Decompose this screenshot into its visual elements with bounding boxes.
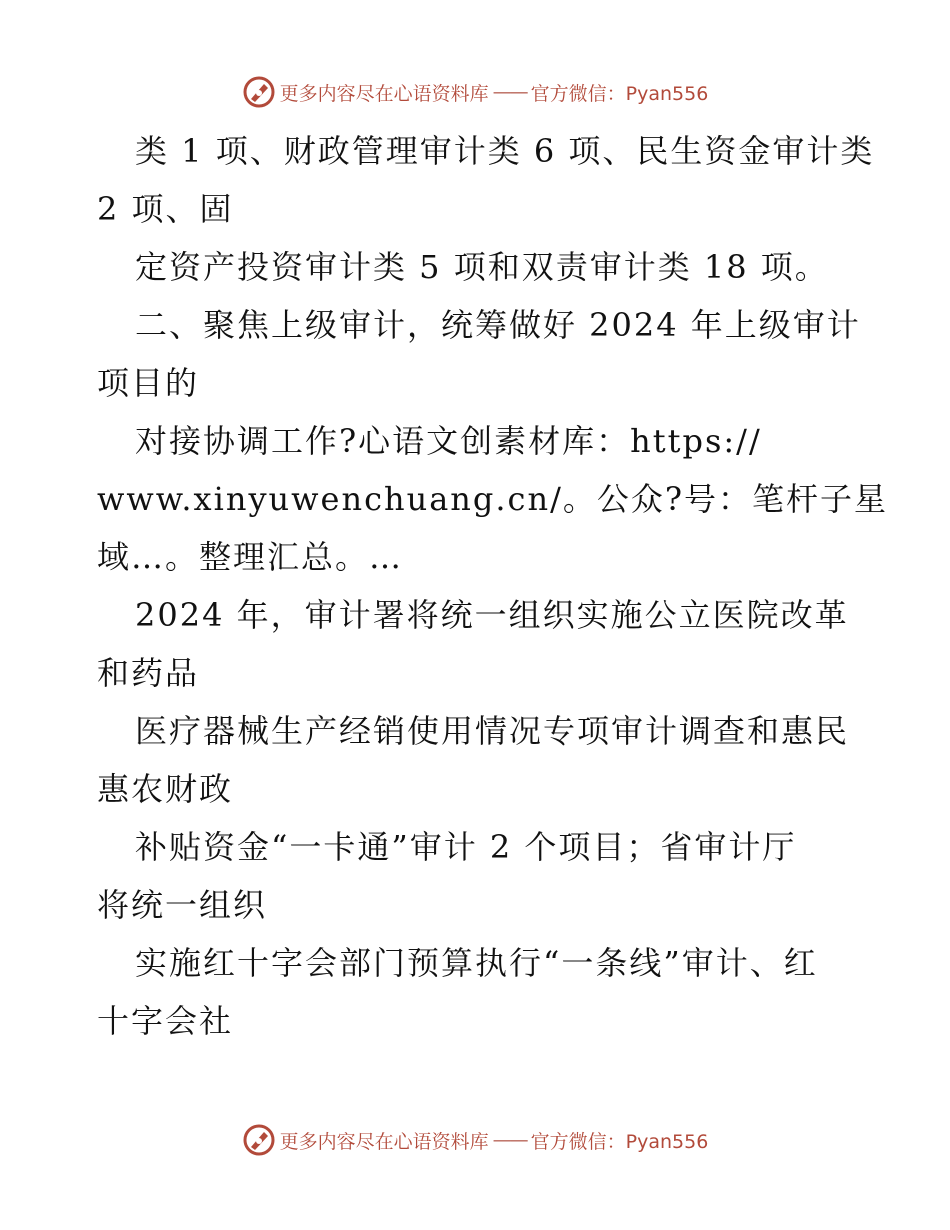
body-line: 类 1 项、财政管理审计类 6 项、民生资金审计类 [135,132,875,170]
watermark-main-text: 更多内容尽在心语资料库 [279,82,489,105]
body-line: 实施红十字会部门预算执行“一条线”审计、红 [135,944,818,982]
header-watermark [0,72,950,112]
body-line: 十字会社 [97,1002,234,1040]
pen-circle-icon [242,1123,276,1157]
body-line: 补贴资金“一卡通”审计 2 个项目；省审计厅 [135,828,797,866]
body-line: 项目的 [97,364,200,402]
pen-circle-icon [242,75,276,109]
body-line: 将统一组织 [97,886,268,924]
body-line: 医疗器械生产经销使用情况专项审计调查和惠民 [135,712,850,750]
watermark-wechat-text: 官方微信：Pyan556 [530,1130,709,1153]
watermark-wechat-text: 官方微信：Pyan556 [530,82,709,105]
watermark-separator: —— [492,81,527,103]
watermark-separator: —— [492,1129,527,1151]
footer-watermark [0,1120,950,1160]
body-line: 2 项、固 [97,190,234,228]
body-line: 二、聚焦上级审计，统筹做好 2024 年上级审计 [135,306,861,344]
body-line: 对接协调工作?心语文创素材库：https:// [135,422,762,460]
body-line: 惠农财政 [97,770,234,808]
body-line: 域…。整理汇总。… [97,538,404,576]
body-line: 2024 年，审计署将统一组织实施公立医院改革 [135,596,849,634]
watermark-main-text: 更多内容尽在心语资料库 [279,1130,489,1153]
body-line: 定资产投资审计类 5 项和双责审计类 18 项。 [135,248,829,286]
body-line: www.xinyuwenchuang.cn/。公众?号：笔杆子星 [97,480,889,518]
document-body [97,122,889,1050]
body-line: 和药品 [97,654,200,692]
